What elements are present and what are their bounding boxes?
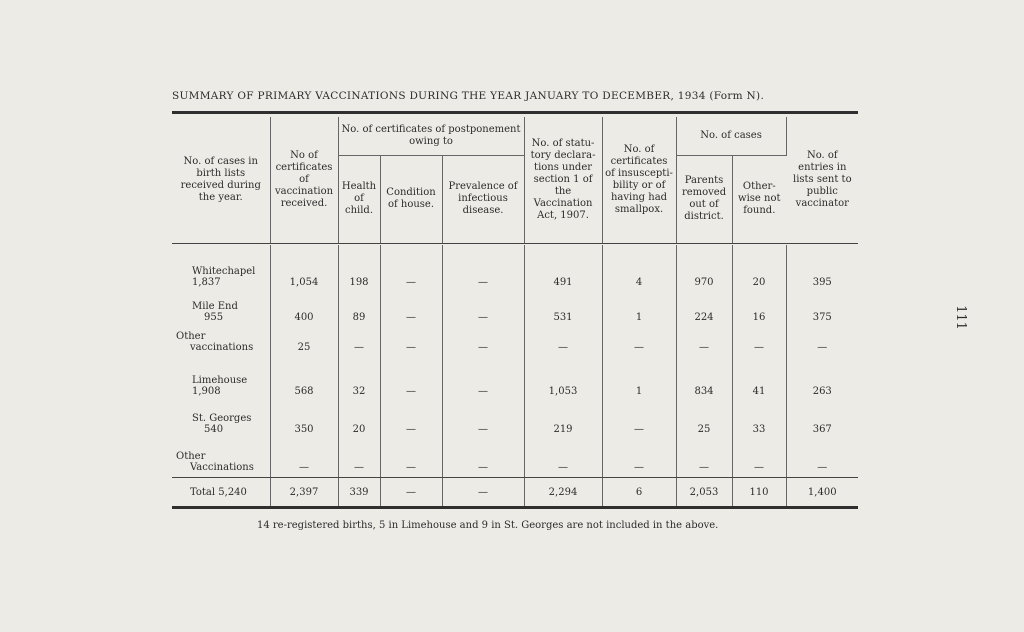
total-table — [172, 478, 858, 506]
cell-prevalence: — — [442, 328, 524, 358]
total-condition: — — [380, 478, 442, 506]
cell-statutory: — — [524, 328, 602, 358]
table-row — [172, 402, 858, 440]
header-postponement-group: No. of certificates of postponement owing to — [338, 117, 524, 155]
total-health: 339 — [338, 478, 380, 506]
birth-count: 955 — [204, 312, 224, 323]
cell-certs: 1,054 — [270, 245, 338, 293]
birth-count: Vaccinations — [190, 462, 254, 473]
header-statutory: No. of statu-tory declara-tions under section 1 of the Vaccination Act, 1907. — [524, 117, 602, 243]
cell-certs: 400 — [270, 293, 338, 328]
table-row — [172, 358, 858, 402]
header-insusceptibility: No. of certificates of insuscepti-bility or of having had smallpox. — [602, 117, 676, 243]
cell-entries: 367 — [812, 424, 832, 435]
cell-statutory: 491 — [524, 245, 602, 293]
cell-insusceptible: — — [602, 440, 676, 478]
cell-condition: — — [380, 358, 442, 402]
cell-insusceptible: 1 — [602, 358, 676, 402]
cell-statutory: 531 — [524, 293, 602, 328]
header-entries: No. of entries in lists sent to public vaccinator — [793, 150, 852, 209]
district-name: Other — [176, 451, 206, 462]
cell-entries: 263 — [812, 386, 832, 397]
total-notfound: 110 — [732, 478, 786, 506]
row-label — [172, 358, 270, 402]
cell-condition: — — [380, 402, 442, 440]
data-table — [172, 245, 858, 478]
cell-certs: — — [270, 440, 338, 478]
district-name: Limehouse — [192, 375, 248, 386]
cell-certs: 350 — [270, 402, 338, 440]
row-label — [172, 245, 270, 293]
header-not-found: Other-wise not found. — [738, 181, 781, 217]
cell-insusceptible: — — [602, 328, 676, 358]
cell-health: 198 — [338, 245, 380, 293]
district-name: St. Georges — [192, 413, 252, 424]
top-rule — [172, 111, 858, 114]
cell-insusceptible: 1 — [602, 293, 676, 328]
district-name: Mile End — [192, 301, 238, 312]
cell-insusceptible: — — [602, 402, 676, 440]
header-removed: Parents removed out of district. — [676, 155, 732, 243]
total-removed: 2,053 — [676, 478, 732, 506]
bottom-rule — [172, 506, 858, 509]
birth-count: vaccinations — [190, 342, 254, 353]
cell-removed: 25 — [676, 402, 732, 440]
cell-prevalence: — — [442, 245, 524, 293]
cell-health: 20 — [338, 402, 380, 440]
cell-condition: — — [380, 328, 442, 358]
header-table — [172, 117, 858, 243]
row-label — [172, 402, 270, 440]
total-row — [172, 478, 858, 506]
cell-condition: — — [380, 245, 442, 293]
header-rule — [172, 243, 858, 244]
cell-prevalence: — — [442, 358, 524, 402]
cell-prevalence: — — [442, 293, 524, 328]
header-cases-group: No. of cases — [676, 117, 786, 155]
birth-count: 1,837 — [192, 277, 221, 288]
cell-notfound: — — [732, 440, 786, 478]
table-row — [172, 440, 858, 478]
header-births: No. of cases in birth lists received during the year. — [172, 117, 270, 243]
cell-health: 89 — [338, 293, 380, 328]
total-certs: 2,397 — [270, 478, 338, 506]
birth-count: 540 — [204, 424, 224, 435]
cell-removed: 970 — [676, 245, 732, 293]
page-number: 111 — [952, 305, 968, 330]
cell-notfound: 16 — [732, 293, 786, 328]
header-certificates: No of certificates of vaccination received. — [270, 117, 338, 243]
cell-entries: — — [817, 342, 828, 353]
cell-notfound: 41 — [732, 358, 786, 402]
cell-health: 32 — [338, 358, 380, 402]
cell-notfound: — — [732, 328, 786, 358]
cell-removed: — — [676, 440, 732, 478]
cell-removed: 834 — [676, 358, 732, 402]
cell-condition: — — [380, 293, 442, 328]
cell-health: — — [338, 328, 380, 358]
table-row — [172, 293, 858, 328]
cell-statutory: 219 — [524, 402, 602, 440]
district-name: Other — [176, 331, 206, 342]
birth-count: 1,908 — [192, 386, 221, 397]
row-label — [172, 328, 270, 358]
table-row — [172, 328, 858, 358]
cell-insusceptible: 4 — [602, 245, 676, 293]
cell-removed: — — [676, 328, 732, 358]
total-statutory: 2,294 — [524, 478, 602, 506]
cell-condition: — — [380, 440, 442, 478]
cell-prevalence: — — [442, 440, 524, 478]
cell-health: — — [338, 440, 380, 478]
cell-removed: 224 — [676, 293, 732, 328]
cell-notfound: 20 — [732, 245, 786, 293]
footnote: 14 re-registered births, 5 in Limehouse and 9 in St. Georges are not included in the above. — [257, 520, 719, 531]
table-row — [172, 245, 858, 293]
cell-entries: 375 — [812, 312, 832, 323]
cell-notfound: 33 — [732, 402, 786, 440]
header-condition: Condition of house. — [380, 155, 442, 243]
cell-certs: 568 — [270, 358, 338, 402]
cell-entries: 395 — [812, 277, 832, 288]
header-prevalence: Prevalence of infectious disease. — [442, 155, 524, 243]
district-name: Whitechapel — [192, 266, 256, 277]
total-entries: 1,400 — [807, 486, 837, 498]
cell-entries: — — [817, 462, 828, 473]
total-label: Total 5,240 — [172, 478, 270, 506]
header-health: Health of child. — [338, 155, 380, 243]
total-insusceptible: 6 — [602, 478, 676, 506]
table-title: SUMMARY OF PRIMARY VACCINATIONS DURING THE YEAR JANUARY TO DECEMBER, 1934 (Form N). — [172, 90, 765, 102]
cell-prevalence: — — [442, 402, 524, 440]
cell-statutory: 1,053 — [524, 358, 602, 402]
cell-certs: 25 — [270, 328, 338, 358]
row-label — [172, 293, 270, 328]
cell-statutory: — — [524, 440, 602, 478]
row-label — [172, 440, 270, 478]
total-prevalence: — — [442, 478, 524, 506]
